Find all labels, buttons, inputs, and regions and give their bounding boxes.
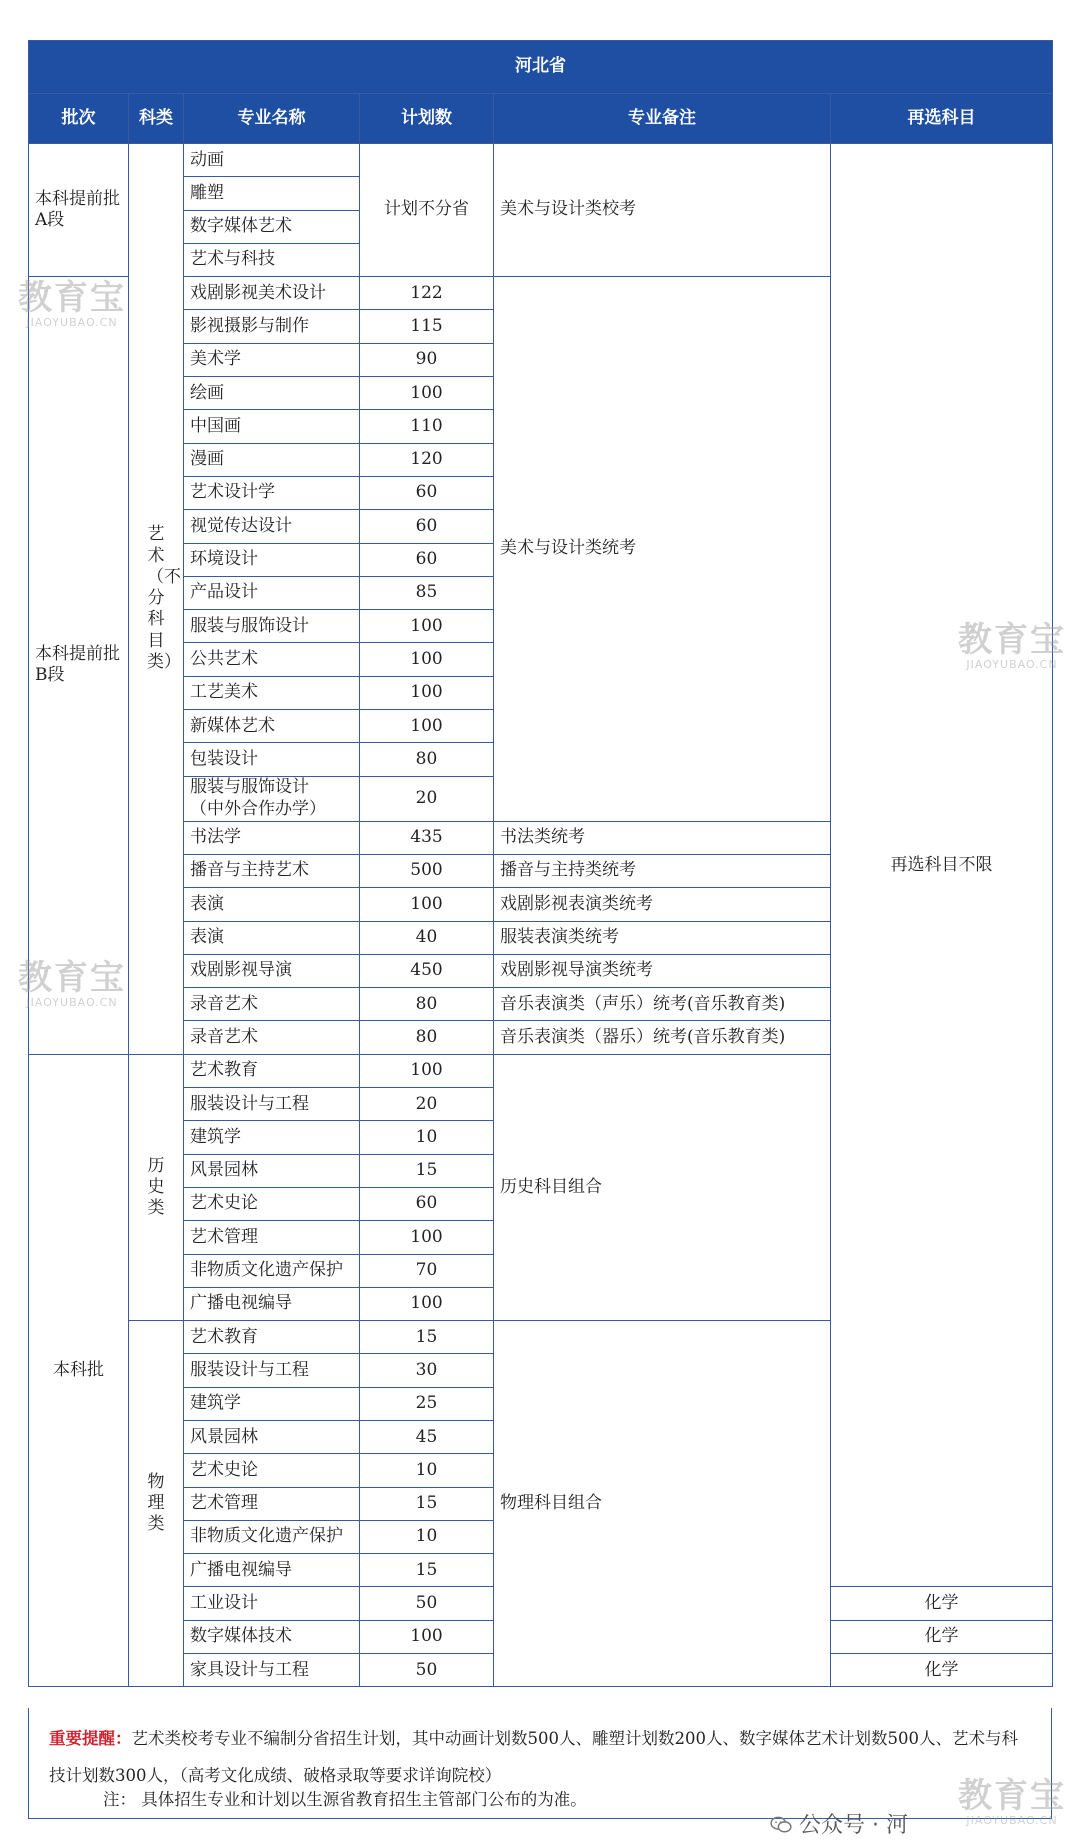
wechat-icon — [770, 1816, 792, 1834]
major-remark: 书法类统考 — [494, 821, 831, 854]
major-remark: 服装表演类统考 — [494, 921, 831, 954]
plan-count: 85 — [360, 576, 494, 609]
major-name: 美术学 — [184, 343, 360, 376]
major-name: 数字媒体技术 — [184, 1620, 360, 1653]
footnote: 注： 具体招生专业和计划以生源省教育招生主管部门公布的为准。 — [103, 1790, 587, 1809]
watermark-url: JIAOYUBAO.CN — [26, 996, 118, 1009]
major-name: 服装设计与工程 — [184, 1354, 360, 1387]
major-name: 非物质文化遗产保护 — [184, 1254, 360, 1287]
major-name: 数字媒体艺术 — [184, 210, 360, 243]
major-name: 产品设计 — [184, 576, 360, 609]
header-category: 科类 — [129, 94, 184, 144]
category-text: 艺术（不分科目类） — [147, 524, 181, 672]
watermark-url: JIAOYUBAO.CN — [966, 658, 1058, 671]
major-remark: 美术与设计类校考 — [494, 144, 831, 277]
batch-cell: 本科提前批A段 — [29, 144, 129, 277]
plan-count: 120 — [360, 443, 494, 476]
plan-count: 30 — [360, 1354, 494, 1387]
major-name: 漫画 — [184, 443, 360, 476]
major-name: 广播电视编导 — [184, 1554, 360, 1587]
plan-count: 100 — [360, 610, 494, 643]
major-name: 家具设计与工程 — [184, 1654, 360, 1687]
major-remark: 物理科目组合 — [494, 1321, 831, 1687]
major-name: 广播电视编导 — [184, 1287, 360, 1320]
admission-plan-sheet — [28, 40, 1052, 1818]
plan-count: 15 — [360, 1554, 494, 1587]
major-name: 动画 — [184, 144, 360, 177]
wechat-account-text: 公众号 · 河 — [799, 1813, 908, 1838]
footer-notes — [28, 1708, 1052, 1819]
plan-count: 计划不分省 — [360, 144, 494, 277]
plan-count: 10 — [360, 1454, 494, 1487]
major-name: 公共艺术 — [184, 643, 360, 676]
major-name: 艺术史论 — [184, 1454, 360, 1487]
wechat-account-tag — [770, 1808, 908, 1839]
plan-count: 10 — [360, 1121, 494, 1154]
major-name: 艺术教育 — [184, 1321, 360, 1354]
watermark-logo-text: 教育宝 — [18, 278, 126, 318]
plan-count: 450 — [360, 954, 494, 987]
plan-count: 20 — [360, 776, 494, 821]
reminder-text: 艺术类校考专业不编制分省招生计划，其中动画计划数500人、雕塑计划数200人、数字媒体艺术计划数500人、艺术与科技计划数300人，（高考文化成绩、破格录取等要求详询院校） — [49, 1729, 1018, 1785]
major-name: 雕塑 — [184, 177, 360, 210]
major-name: 艺术设计学 — [184, 476, 360, 509]
plan-count: 100 — [360, 1620, 494, 1653]
plan-count: 15 — [360, 1154, 494, 1187]
reselect-subject: 化学 — [831, 1587, 1053, 1620]
plan-count: 80 — [360, 988, 494, 1021]
major-remark: 播音与主持类统考 — [494, 854, 831, 887]
plan-count: 100 — [360, 377, 494, 410]
major-name: 书法学 — [184, 821, 360, 854]
major-name: 表演 — [184, 888, 360, 921]
plan-count: 500 — [360, 854, 494, 887]
major-name: 艺术教育 — [184, 1054, 360, 1087]
reminder-label: 重要提醒： — [49, 1729, 132, 1748]
major-name: 艺术与科技 — [184, 243, 360, 276]
major-name: 建筑学 — [184, 1121, 360, 1154]
major-name: 表演 — [184, 921, 360, 954]
watermark-logo-text: 教育宝 — [958, 620, 1066, 660]
plan-count: 60 — [360, 1187, 494, 1220]
plan-count: 60 — [360, 543, 494, 576]
plan-count: 80 — [360, 743, 494, 776]
plan-count: 40 — [360, 921, 494, 954]
major-name: 建筑学 — [184, 1387, 360, 1420]
major-remark: 戏剧影视导演类统考 — [494, 954, 831, 987]
category-text: 物理类 — [147, 1471, 165, 1535]
plan-count: 70 — [360, 1254, 494, 1287]
major-name: 录音艺术 — [184, 1021, 360, 1054]
watermark-logo-text: 教育宝 — [958, 1776, 1066, 1816]
major-remark: 音乐表演类（器乐）统考(音乐教育类) — [494, 1021, 831, 1054]
plan-count: 50 — [360, 1654, 494, 1687]
major-name: 戏剧影视导演 — [184, 954, 360, 987]
plan-count: 100 — [360, 1054, 494, 1087]
major-name: 戏剧影视美术设计 — [184, 277, 360, 310]
batch-cell: 本科提前批B段 — [29, 277, 129, 1055]
major-name: 播音与主持艺术 — [184, 854, 360, 887]
major-name: 艺术管理 — [184, 1221, 360, 1254]
major-name: 艺术史论 — [184, 1187, 360, 1220]
plan-count: 50 — [360, 1587, 494, 1620]
major-name: 服装与服饰设计 （中外合作办学） — [184, 776, 360, 821]
plan-count: 80 — [360, 1021, 494, 1054]
major-remark: 美术与设计类统考 — [494, 277, 831, 821]
major-name: 工艺美术 — [184, 676, 360, 709]
major-name: 包装设计 — [184, 743, 360, 776]
plan-count: 100 — [360, 888, 494, 921]
header-reselect-subject: 再选科目 — [831, 94, 1053, 144]
major-name: 服装与服饰设计 — [184, 610, 360, 643]
important-reminder — [49, 1720, 1029, 1794]
plan-count: 110 — [360, 410, 494, 443]
plan-count: 100 — [360, 1221, 494, 1254]
reselect-subject: 化学 — [831, 1620, 1053, 1653]
major-remark: 戏剧影视表演类统考 — [494, 888, 831, 921]
plan-count: 60 — [360, 476, 494, 509]
plan-count: 90 — [360, 343, 494, 376]
major-name: 环境设计 — [184, 543, 360, 576]
plan-count: 45 — [360, 1420, 494, 1453]
plan-count: 15 — [360, 1321, 494, 1354]
reselect-subject: 再选科目不限 — [831, 144, 1053, 1587]
plan-count: 100 — [360, 710, 494, 743]
plan-count: 100 — [360, 643, 494, 676]
major-name: 风景园林 — [184, 1420, 360, 1453]
header-plan-count: 计划数 — [360, 94, 494, 144]
major-name: 风景园林 — [184, 1154, 360, 1187]
plan-count: 100 — [360, 1287, 494, 1320]
category-cell — [129, 144, 184, 1055]
major-name: 艺术管理 — [184, 1487, 360, 1520]
province-title: 河北省 — [29, 41, 1053, 94]
admission-plan-table — [28, 40, 1053, 1687]
major-name: 视觉传达设计 — [184, 510, 360, 543]
header-major-name: 专业名称 — [184, 94, 360, 144]
plan-count: 20 — [360, 1088, 494, 1121]
plan-count: 100 — [360, 676, 494, 709]
major-name: 服装设计与工程 — [184, 1088, 360, 1121]
major-name: 影视摄影与制作 — [184, 310, 360, 343]
plan-count: 25 — [360, 1387, 494, 1420]
major-remark: 历史科目组合 — [494, 1054, 831, 1320]
major-remark: 音乐表演类（声乐）统考(音乐教育类) — [494, 988, 831, 1021]
major-name: 工业设计 — [184, 1587, 360, 1620]
plan-count: 115 — [360, 310, 494, 343]
plan-count: 435 — [360, 821, 494, 854]
major-name: 新媒体艺术 — [184, 710, 360, 743]
table-row — [29, 144, 1053, 177]
watermark-url: JIAOYUBAO.CN — [26, 316, 118, 329]
major-name: 非物质文化遗产保护 — [184, 1520, 360, 1553]
major-name: 录音艺术 — [184, 988, 360, 1021]
reselect-subject: 化学 — [831, 1654, 1053, 1687]
plan-count: 60 — [360, 510, 494, 543]
major-name: 绘画 — [184, 377, 360, 410]
batch-cell: 本科批 — [29, 1054, 129, 1687]
watermark-logo-text: 教育宝 — [18, 958, 126, 998]
header-batch: 批次 — [29, 94, 129, 144]
major-name: 中国画 — [184, 410, 360, 443]
category-cell — [129, 1054, 184, 1320]
watermark-url: JIAOYUBAO.CN — [966, 1814, 1058, 1827]
category-text: 历史类 — [147, 1155, 165, 1219]
plan-count: 10 — [360, 1520, 494, 1553]
header-major-remark: 专业备注 — [494, 94, 831, 144]
category-cell — [129, 1321, 184, 1687]
plan-count: 15 — [360, 1487, 494, 1520]
plan-count: 122 — [360, 277, 494, 310]
